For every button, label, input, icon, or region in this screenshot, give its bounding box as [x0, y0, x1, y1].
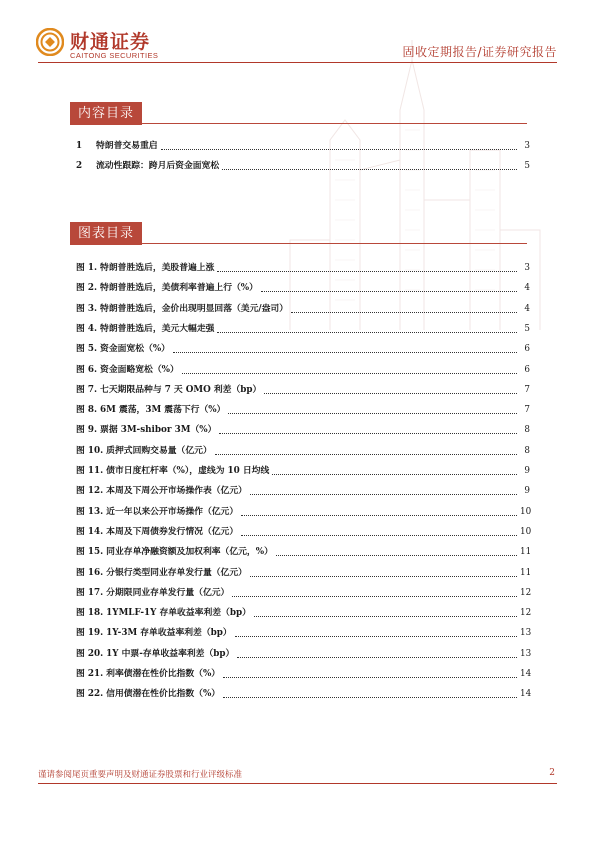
figure-page: 4 — [524, 303, 530, 314]
figure-page: 9 — [524, 466, 530, 476]
figure-number: 图 19. — [76, 628, 104, 639]
figure-title: 资金面宽松（%） — [100, 344, 170, 355]
figure-list-item[interactable] — [76, 586, 530, 599]
contents-item[interactable] — [76, 159, 530, 172]
dot-leader — [182, 373, 517, 374]
figure-list-item[interactable] — [76, 444, 530, 457]
figure-title: 票据 3M-shibor 3M（%） — [100, 425, 217, 436]
figure-number: 图 8. — [76, 405, 98, 416]
figure-list-item[interactable] — [76, 363, 530, 376]
figure-page: 7 — [524, 405, 530, 416]
dot-leader — [276, 555, 517, 556]
dot-leader — [250, 494, 517, 495]
header-divider — [38, 62, 557, 63]
figure-page: 6 — [524, 364, 530, 375]
figure-page: 14 — [520, 669, 532, 679]
contents-item-page: 3 — [524, 141, 530, 151]
figure-title: 特朗普胜选后，美元大幅走强 — [100, 323, 215, 334]
figure-page: 3 — [524, 263, 530, 273]
figure-page: 11 — [520, 547, 532, 558]
figure-number: 图 3. — [76, 303, 98, 314]
footer-divider — [38, 783, 557, 784]
figure-page: 7 — [524, 384, 530, 395]
contents-title-rule — [142, 123, 527, 124]
dot-leader — [228, 413, 517, 414]
dot-leader — [215, 454, 517, 455]
dot-leader — [241, 515, 517, 516]
figure-number: 图 18. — [76, 608, 104, 619]
figure-list-item[interactable] — [76, 322, 530, 335]
figure-number: 图 7. — [76, 384, 98, 395]
figure-list-item[interactable] — [76, 687, 530, 700]
figure-title: 利率债潜在性价比指数（%） — [106, 669, 221, 679]
figure-page: 8 — [524, 445, 530, 456]
figure-title: 特朗普胜选后，美债利率普遍上行（%） — [100, 283, 258, 294]
dot-leader — [223, 677, 517, 678]
dot-leader — [291, 312, 517, 313]
figure-number: 图 9. — [76, 425, 98, 436]
dot-leader — [173, 352, 517, 353]
dot-leader — [161, 149, 517, 150]
logo-coin-icon — [36, 28, 64, 56]
logo-english-name: CAITONG SECURITIES — [70, 51, 159, 60]
contents-item-number: 1 — [76, 141, 83, 151]
figure-list-item[interactable] — [76, 484, 530, 497]
figure-number: 图 11. — [76, 466, 104, 476]
dot-leader — [254, 616, 517, 617]
figure-number: 图 22. — [76, 689, 104, 700]
figure-list-item[interactable] — [76, 626, 530, 639]
figure-page: 9 — [524, 486, 530, 497]
figure-page: 12 — [520, 587, 532, 598]
figure-title: 分银行类型同业存单发行量（亿元） — [106, 567, 247, 578]
contents-item[interactable] — [76, 139, 530, 152]
figure-number: 图 10. — [76, 445, 104, 456]
figure-number: 图 17. — [76, 587, 104, 598]
figure-list-item[interactable] — [76, 606, 530, 619]
figure-title: 七天期限品种与 7 天 OMO 利差（bp） — [100, 384, 262, 395]
figure-title: 本周及下周公开市场操作表（亿元） — [106, 486, 247, 497]
figure-page: 11 — [520, 567, 532, 578]
contents-item-number: 2 — [76, 161, 83, 171]
figure-list-item[interactable] — [76, 302, 530, 315]
dot-leader — [232, 596, 517, 597]
figure-title: 信用债潜在性价比指数（%） — [106, 689, 221, 700]
dot-leader — [217, 271, 517, 272]
figure-number: 图 2. — [76, 283, 98, 294]
figure-number: 图 16. — [76, 567, 104, 578]
figure-page: 6 — [524, 344, 530, 355]
figure-page: 10 — [520, 526, 532, 537]
dot-leader — [272, 474, 517, 475]
figure-title: 同业存单净融资额及加权利率（亿元，%） — [106, 547, 273, 558]
report-type-label: 固收定期报告/证券研究报告 — [402, 45, 557, 59]
figure-list-item[interactable] — [76, 545, 530, 558]
contents-item-page: 5 — [524, 161, 530, 171]
figure-title: 1YMLF-1Y 存单收益率利差（bp） — [106, 608, 251, 619]
figure-number: 图 21. — [76, 669, 104, 679]
figure-number: 图 13. — [76, 506, 104, 517]
figure-title: 质押式回购交易量（亿元） — [106, 445, 212, 456]
figure-number: 图 12. — [76, 486, 104, 497]
figure-number: 图 6. — [76, 364, 98, 375]
figure-page: 13 — [520, 628, 532, 639]
figure-title: 资金面略宽松（%） — [100, 364, 179, 375]
dot-leader — [217, 332, 517, 333]
figure-number: 图 14. — [76, 526, 104, 537]
figure-number: 图 15. — [76, 547, 104, 558]
figure-number: 图 1. — [76, 263, 98, 273]
figure-title: 1Y-3M 存单收益率利差（bp） — [106, 628, 232, 639]
figure-list-item[interactable] — [76, 464, 530, 477]
figure-list-item[interactable] — [76, 566, 530, 579]
dot-leader — [219, 433, 517, 434]
contents-section-header — [70, 102, 527, 125]
figure-title: 6M 震荡，3M 震荡下行（%） — [100, 405, 226, 416]
figure-number: 图 20. — [76, 648, 104, 659]
figure-title: 分期限同业存单发行量（亿元） — [106, 587, 230, 598]
figure-number: 图 4. — [76, 323, 98, 334]
figure-list-item[interactable] — [76, 525, 530, 538]
contents-item-label: 特朗普交易重启 — [96, 141, 158, 151]
figure-list-item[interactable] — [76, 342, 530, 355]
dot-leader — [223, 697, 517, 698]
figure-list-item[interactable] — [76, 505, 530, 518]
figure-title: 特朗普胜选后，金价出现明显回落（美元/盎司） — [100, 303, 288, 314]
figures-title-rule — [142, 243, 527, 244]
dot-leader — [222, 169, 517, 170]
dot-leader — [264, 393, 517, 394]
figure-title: 债市日度杠杆率（%），虚线为 10 日均线 — [106, 466, 270, 476]
figure-number: 图 5. — [76, 344, 98, 355]
footer-page-number: 2 — [549, 768, 555, 778]
dot-leader — [235, 636, 517, 637]
figure-page: 14 — [520, 689, 532, 700]
figure-page: 4 — [524, 283, 530, 294]
footer-disclaimer: 谨请参阅尾页重要声明及财通证券股票和行业评级标准 — [38, 770, 243, 780]
figure-title: 本周及下周债券发行情况（亿元） — [106, 526, 239, 537]
contents-title: 内容目录 — [70, 102, 142, 125]
figure-page: 5 — [524, 323, 530, 334]
figure-list-item[interactable] — [76, 647, 530, 660]
figure-list-item[interactable] — [76, 281, 530, 294]
figure-list-item[interactable] — [76, 423, 530, 436]
figure-page: 13 — [520, 648, 532, 659]
figures-section-header — [70, 222, 527, 245]
dot-leader — [241, 535, 517, 536]
figure-list-item[interactable] — [76, 383, 530, 396]
dot-leader — [261, 291, 517, 292]
dot-leader — [237, 657, 517, 658]
figure-page: 8 — [524, 425, 530, 436]
dot-leader — [250, 576, 517, 577]
figure-list-item[interactable] — [76, 403, 530, 416]
figure-list-item[interactable] — [76, 667, 530, 680]
figure-page: 10 — [520, 506, 532, 517]
figures-title: 图表目录 — [70, 222, 142, 245]
company-logo — [36, 26, 186, 66]
contents-item-label: 流动性跟踪：跨月后资金面宽松 — [96, 161, 220, 171]
figure-page: 12 — [520, 608, 532, 619]
figure-title: 1Y 中票-存单收益率利差（bp） — [106, 648, 235, 659]
figure-title: 近一年以来公开市场操作（亿元） — [106, 506, 239, 517]
logo-chinese-name: 财通证券 — [70, 31, 151, 53]
figure-list-item[interactable] — [76, 261, 530, 274]
figure-title: 特朗普胜选后，美股普遍上涨 — [100, 263, 215, 273]
